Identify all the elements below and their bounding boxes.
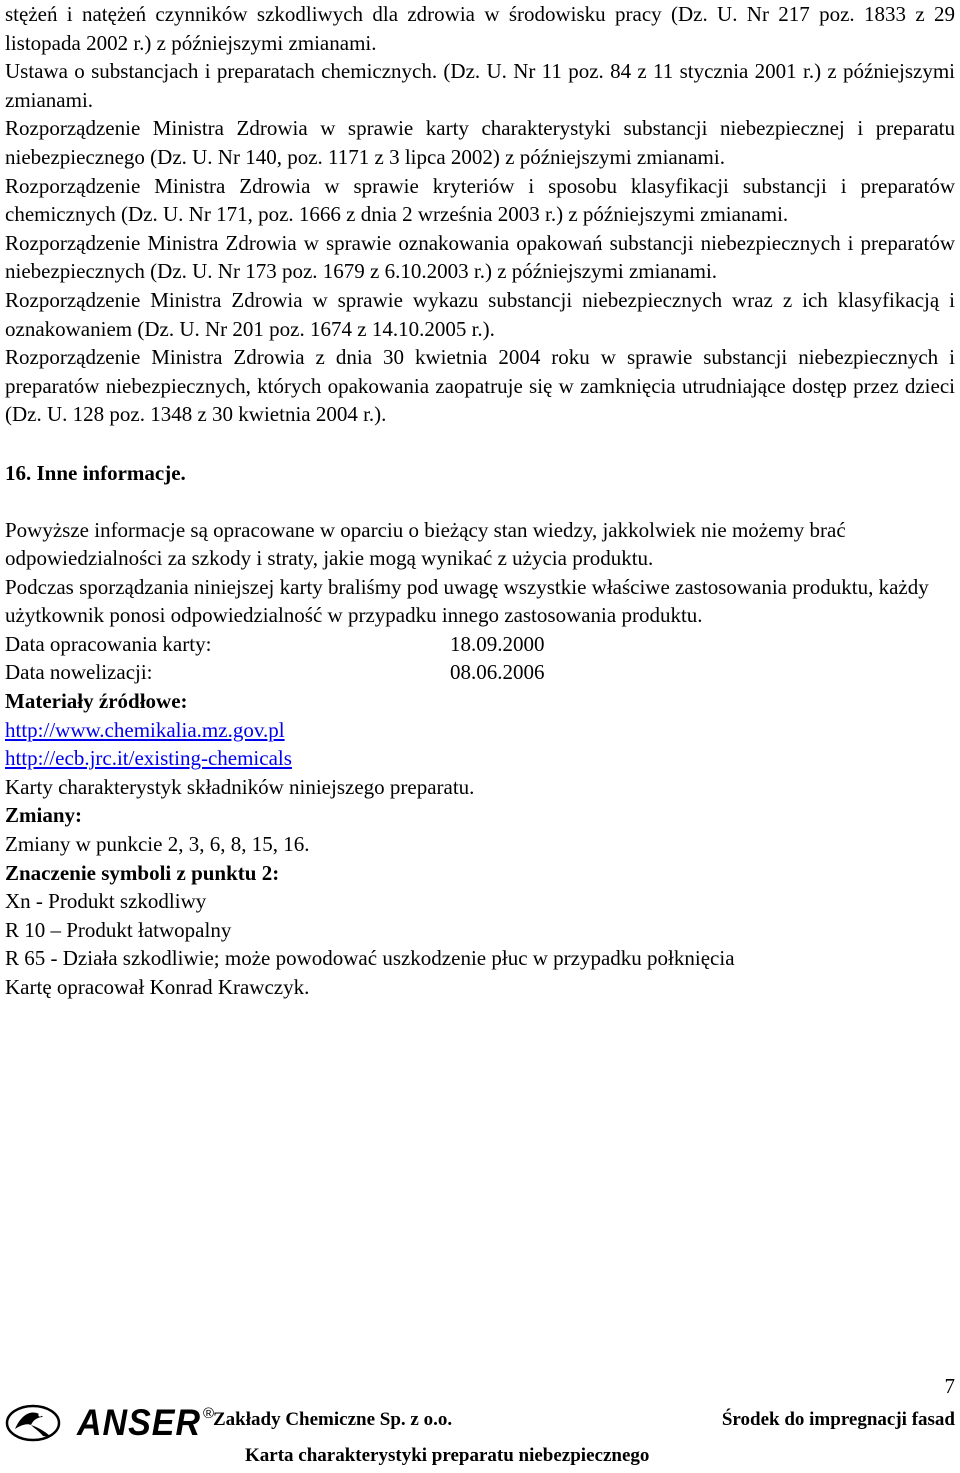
section-heading: 16. Inne informacje. — [5, 460, 186, 485]
document-subtitle: Karta charakterystyki preparatu niebezpiecznego — [245, 1445, 650, 1466]
page-footer — [5, 1397, 955, 1467]
source-link-chemikalia[interactable]: http://www.chemikalia.mz.gov.pl — [5, 717, 285, 742]
logo-text: ANSER — [77, 1401, 202, 1444]
registered-mark: ® — [203, 1404, 215, 1422]
changes-heading: Zmiany: — [5, 803, 83, 828]
legal-paragraph: Rozporządzenie Ministra Zdrowia w sprawie karty charakterystyki substancji niebezpiecznej i preparatu niebezpiecznego (Dz. U. Nr 140, poz. 1171 z 3 lipca 2002) z późniejszymi zmianami. — [5, 116, 955, 169]
legal-paragraph: stężeń i natężeń czynników szkodliwych dla zdrowia w środowisku pracy (Dz. U. Nr 217 poz. 1833 z 29 listopada 2002 r.) z późniejszymi zmianami. — [5, 2, 955, 55]
source-link-ecb[interactable]: http://ecb.jrc.it/existing-chemicals — [5, 746, 292, 771]
symbol-item: R 65 - Działa szkodliwie; może powodować uszkodzenie płuc w przypadku połknięcia — [5, 946, 735, 971]
date-prepared-row — [5, 630, 955, 659]
legal-paragraph: Rozporządzenie Ministra Zdrowia w sprawie oznakowania opakowań substancji niebezpiecznych i preparatów niebezpiecznych (Dz. U. Nr 173 poz. 1679 z 6.10.2003 r.) z późniejszymi zmianami. — [5, 230, 955, 284]
info-paragraph: Powyższe informacje są opracowane w oparciu o bieżący stan wiedzy, jakkolwiek nie możemy brać odpowiedzialności za szkody i straty, jakie mogą wynikać z użycia produktu. — [5, 517, 846, 571]
document-body — [5, 0, 955, 1002]
sources-note: Karty charakterystyk składników niniejszego preparatu. — [5, 774, 475, 799]
bird-logo-icon — [5, 1403, 75, 1443]
author-line: Kartę opracował Konrad Krawczyk. — [5, 975, 310, 999]
legal-paragraph: Rozporządzenie Ministra Zdrowia w sprawie wykazu substancji niebezpiecznych wraz z ich klasyfikacją i oznakowaniem (Dz. U. Nr 201 poz. 1674 z 14.10.2005 r.). — [5, 287, 955, 341]
company-logo — [5, 1403, 214, 1443]
date-updated-value: 08.06.2006 — [450, 660, 545, 685]
page-number: 7 — [944, 1374, 955, 1398]
date-updated-row — [5, 658, 955, 687]
legal-paragraph: Rozporządzenie Ministra Zdrowia w sprawie kryteriów i sposobu klasyfikacji substancji i preparatów chemicznych (Dz. U. Nr 171, poz. 1666 z dnia 2 września 2003 r.) z późniejszymi zmianami. — [5, 173, 955, 227]
symbols-heading: Znaczenie symboli z punktu 2: — [5, 860, 280, 885]
symbol-item: R 10 – Produkt łatwopalny — [5, 917, 232, 942]
legal-paragraph: Rozporządzenie Ministra Zdrowia z dnia 30 kwietnia 2004 roku w sprawie substancji niebezpiecznych i preparatów niebezpiecznych, których opakowania zaopatruje się w zamknięcia utrudniające dostęp przez dzieci (Dz. U. 128 poz. 1348 z 30 kwietnia 2004 r.). — [5, 345, 955, 427]
date-updated-label: Data nowelizacji: — [5, 660, 153, 685]
product-name: Środek do impregnacji fasad — [721, 1409, 955, 1430]
info-paragraph: Podczas sporządzania niniejszej karty braliśmy pod uwagę wszystkie właściwe zastosowania produktu, każdy użytkownik ponosi odpowiedzialność w przypadku innego zastosowania produktu. — [5, 574, 929, 628]
legal-paragraph: Ustawa o substancjach i preparatach chemicznych. (Dz. U. Nr 11 poz. 84 z 11 stycznia 2001 r.) z późniejszymi zmianami. — [5, 59, 955, 112]
company-name: Zakłady Chemiczne Sp. z o.o. — [213, 1409, 453, 1430]
date-prepared-value: 18.09.2000 — [450, 631, 545, 656]
symbol-item: Xn - Produkt szkodliwy — [5, 889, 207, 914]
date-prepared-label: Data opracowania karty: — [5, 631, 212, 656]
changes-text: Zmiany w punkcie 2, 3, 6, 8, 15, 16. — [5, 832, 310, 857]
sources-heading: Materiały źródłowe: — [5, 689, 188, 714]
